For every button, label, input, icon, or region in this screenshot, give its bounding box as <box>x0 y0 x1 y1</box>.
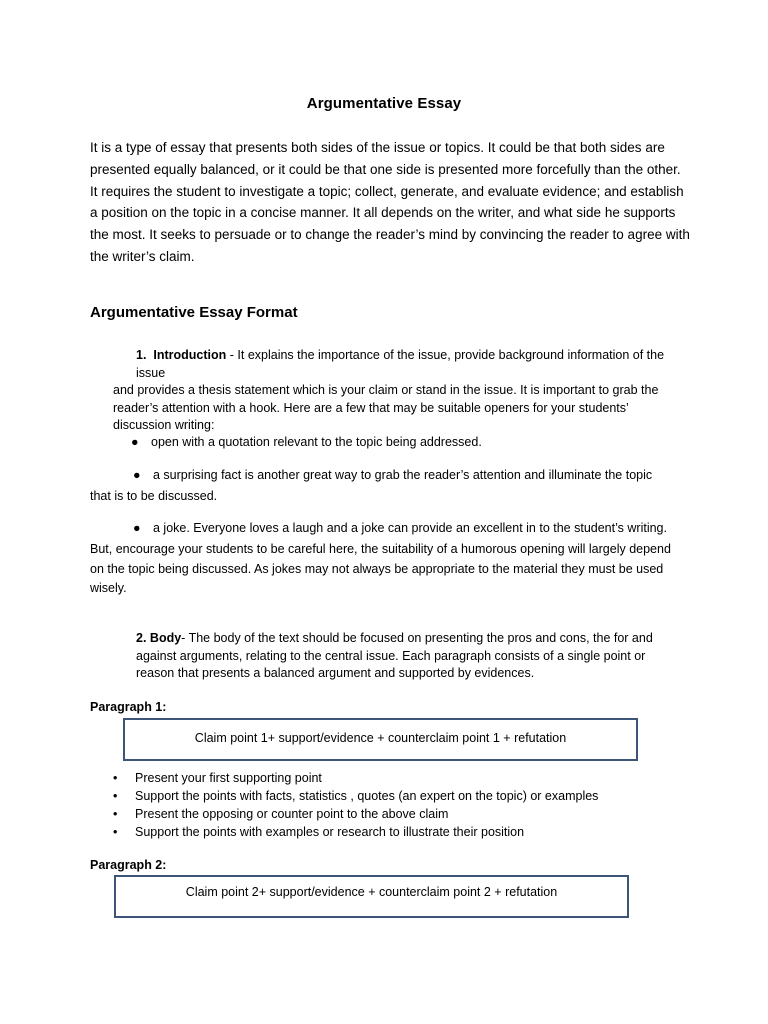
paragraph-1-box: Claim point 1+ support/evidence + counterclaim point 1 + refutation <box>123 718 638 761</box>
list-item: • Present the opposing or counter point to the above claim <box>113 805 733 823</box>
bullet-text: a joke. Everyone loves a laugh and a joke can provide an excellent in to the student’s writing. <box>153 521 667 535</box>
introduction-line1: - It explains the importance of the issue, provide background information of the issue <box>136 348 665 380</box>
bullet-icon: ● <box>133 468 141 482</box>
intro-bullet-quotation <box>131 434 691 452</box>
page-title: Argumentative Essay <box>306 95 462 112</box>
list-item: • Support the points with facts, statistics , quotes (an expert on the topic) or examples <box>113 787 733 805</box>
paragraph-2-label: Paragraph 2: <box>90 858 167 872</box>
body-term: Body <box>149 631 182 645</box>
intro-bullet-fact <box>133 467 693 485</box>
intro-bullet-joke <box>133 520 693 538</box>
introduction-term: Introduction <box>153 348 227 362</box>
paragraph-1-label: Paragraph 1: <box>90 700 167 714</box>
paragraph-1-bullet-list <box>113 769 733 841</box>
body-text: - The body of the text should be focused on presenting the pros and cons, the for and against arguments, relating to the central issue. Each paragraph consists of a single point or reason that presents a balanced argument and supported by evidences. <box>136 631 653 680</box>
list-item: • Present your first supporting point <box>113 769 733 787</box>
body-number: 2. <box>136 631 147 645</box>
body-item <box>136 630 684 683</box>
intro-bullet-joke-continuation: But, encourage your students to be careful here, the suitability of a humorous opening will largely depend on the topic being discussed. As jokes may not always be appropriate to the material they must be used wisely. <box>90 542 671 595</box>
bullet-text: a surprising fact is another great way to grab the reader’s attention and illuminate the topic <box>153 468 653 482</box>
list-item: • Support the points with examples or research to illustrate their position <box>113 823 733 841</box>
intro-paragraph: It is a type of essay that presents both sides of the issue or topics. It could be that both sides are presented equally balanced, or it could be that one side is presented more forcefully than the other. It requires the student to investigate a topic; collect, generate, and evaluate evidence; and establish a position on the topic in a concise manner. It all depends on the writer, and what side he supports the most. It seeks to persuade or to change the reader’s mind by convincing the reader to agree with the writer’s claim. <box>90 140 690 264</box>
paragraph-2-box: Claim point 2+ support/evidence + counterclaim point 2 + refutation <box>114 875 629 918</box>
introduction-continuation: and provides a thesis statement which is your claim or stand in the issue. It is important to grab the reader’s attention with a hook. Here are a few that may be suitable openers for your students’ discussion writing: <box>113 383 659 432</box>
bullet-icon: ● <box>133 521 141 535</box>
introduction-item <box>136 347 681 382</box>
format-heading: Argumentative Essay Format <box>90 304 298 321</box>
intro-bullet-fact-continuation: that is to be discussed. <box>90 489 218 503</box>
bullet-icon: ● <box>131 435 139 449</box>
bullet-text: open with a quotation relevant to the topic being addressed. <box>151 435 482 449</box>
introduction-number: 1. <box>136 348 147 362</box>
